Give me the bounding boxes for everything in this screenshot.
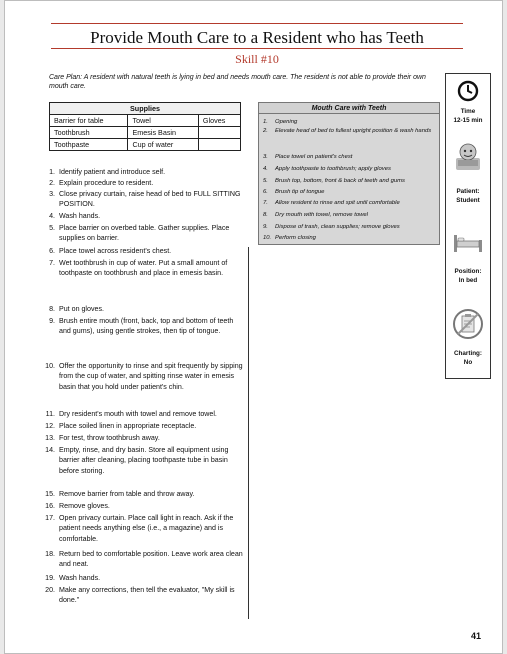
position-label: Position: (454, 268, 482, 275)
table-cell: Toothbrush (50, 127, 128, 139)
top-rule (51, 23, 463, 24)
clipboard-icon (452, 308, 484, 340)
column-divider (248, 247, 249, 619)
position-value: In bed (458, 277, 478, 284)
document-page: Provide Mouth Care to a Resident who has Teeth Skill #10 Care Plan: A resident with natural teeth is lying in bed and needs mouth care. The resident is not able to provide their own mouth care. Supplies Barrier for table Towel Gloves Toothbrush Emesis Basin Toothpaste Cup of water Mouth Care with Teeth 1. Opening 2. Elevate head of bed to fullest upright position & wash hands 3. Place towel on patient's chest 4. Apply toothpaste to toothbrush; apply gloves 5. Brush top, bottom, front & back of teeth and gums 6. Brush tip of tongue 7. Allow resident to rinse and spit until comfortable 8. Dry mouth with towel, remove towel 9. Dispose of trash, clean supplies; remove gloves 10. Perform closing 1. Identify patient and introduce self. 2. Explain procedure to resident. 3. Close privacy curtain, raise head of bed to FULL SITTING POSITION. 4. Wash hands. 5. Place barrier on overbed table. Gather supplies. Place supplies on barrier. 6. Place towel across resident's chest. 7. Wet toothbrush in cup of water. Put a small amount of toothpaste on toothbrush and place in emesis basin. 8. Put on gloves. 9. Brush entire mouth (front, back, top and bottom of teeth and gums), using gentle strokes, then tip of tongue. 10. Offer the opportunity to rinse and spit frequently by sipping from the cup of water, and spitting rinse water in emesis basin that you hold under patient's chin. 11. Dry resident's mouth with towel and remove towel. 12. Place soiled linen in appropriate receptacle. 13. For test, throw toothbrush away. 14. Empty, rinse, and dry basin. Store all equipment using barrier after cleaning, placing toothpaste tube in basin before storing. 15. Remove barrier from table and throw away. 16. Remove gloves. 17. Open privacy curtain. Place call light in reach. Ask if the patient needs anything else (i.e., a magazine) and is comfortable. 18. Return bed to comfortable position. Leave work area clean and neat. 19. Wash hands. 20. Make any corrections, then tell the evaluator, "My skill is done." Time 12-15 min Patient: Student Position: In bed Charting: No 41 (4, 0, 503, 654)
care-plan: Care Plan: A resident with natural teeth is lying in bed and needs mouth care. The resident is not able to provide their own mouth care. (49, 74, 426, 90)
table-cell (198, 139, 240, 151)
bed-icon (451, 232, 485, 254)
table-row (50, 127, 241, 139)
page-title: Provide Mouth Care to a Resident who has Teeth (90, 28, 424, 47)
skill-info-sidebar (445, 73, 491, 379)
time-label: Time (460, 108, 476, 115)
table-cell: Barrier for table (50, 115, 128, 127)
supplies-heading: Supplies (50, 103, 241, 115)
table-row (50, 115, 241, 127)
patient-label: Patient: (456, 188, 480, 195)
mouth-care-heading: Mouth Care with Teeth (259, 103, 439, 114)
table-cell (198, 127, 240, 139)
table-cell: Cup of water (128, 139, 198, 151)
mouth-care-summary-box: Mouth Care with Teeth 1. Opening 2. Elevate head of bed to fullest upright position & wash hands 3. Place towel on patient's chest 4. Apply toothpaste to toothbrush; apply gloves 5. Brush top, bottom, front & back of teeth and gums 6. Brush tip of tongue 7. Allow resident to rinse and spit until comfortable 8. Dry mouth with towel, remove towel 9. Dispose of trash, clean supplies; remove gloves 10. Perform closing (258, 102, 440, 245)
table-cell: Towel (128, 115, 198, 127)
patient-icon (454, 142, 482, 172)
table-cell: Gloves (198, 115, 240, 127)
table-row (50, 139, 241, 151)
skill-number: Skill #10 (235, 52, 279, 66)
clock-icon (457, 80, 479, 102)
charting-label: Charting: (454, 350, 482, 357)
charting-value: No (463, 359, 473, 366)
table-cell: Emesis Basin (128, 127, 198, 139)
supplies-table (49, 102, 241, 151)
title-rule (51, 48, 463, 49)
page-number: 41 (471, 631, 482, 641)
table-cell: Toothpaste (50, 139, 128, 151)
patient-value: Student (456, 197, 480, 204)
time-value: 12-15 min (453, 117, 483, 124)
